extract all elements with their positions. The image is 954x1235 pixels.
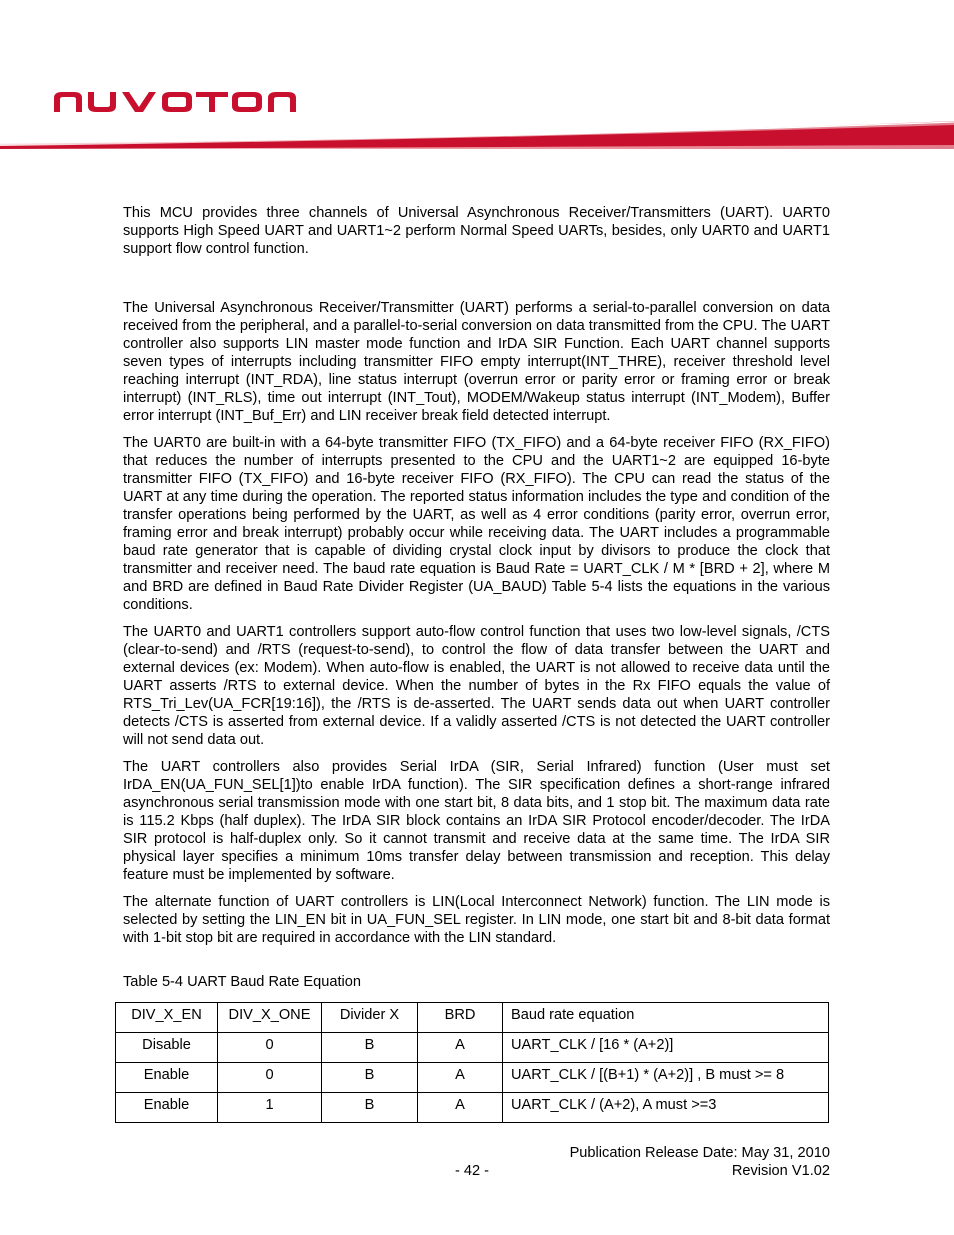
- paragraph-fifo: The UART0 are built-in with a 64-byte transmitter FIFO (TX_FIFO) and a 64-byte receiver FIFO (RX_FIFO) that reduces the number of interrupts presented to the CPU and the UART1~2 are equipped 16-byte transmitter FIFO (TX_FIFO) and 16-byte receiver FIFO (RX_FIFO). The CPU can read the status of the UART at any time during the operation. The reported status information includes the type and condition of the transfer operations being performed by the UART, as well as 4 error conditions (parity error, overrun error, framing error and break interrupt) probably occur while receiving data. The UART includes a programmable baud rate generator that is capable of dividing crystal clock input by divisors to produce the clock that transmitter and receiver need. The baud rate equation is Baud Rate = UART_CLK / M * [BRD + 2], where M and BRD are defined in Baud Rate Divider Register (UA_BAUD) Table 5-4 lists the equations in the various conditions.: [123, 435, 830, 613]
- table-cell: A: [418, 1093, 503, 1123]
- table-cell: A: [418, 1033, 503, 1063]
- intro-section: [123, 204, 830, 267]
- header-cell: Baud rate equation: [503, 1003, 829, 1033]
- page-number: - 42 -: [454, 1163, 490, 1179]
- table-cell: B: [322, 1063, 418, 1093]
- table-row: [116, 1033, 829, 1063]
- release-date: Publication Release Date: May 31, 2010: [569, 1145, 830, 1161]
- table-row: [116, 1093, 829, 1123]
- paragraph-irda: The UART controllers also provides Serial IrDA (SIR, Serial Infrared) function (User must set IrDA_EN(UA_FUN_SEL[1])to enable IrDA function). The SIR specification defines a short-range infrared asynchronous serial transmission mode with one start bit, 8 data bits, and 1 stop bit. The maximum data rate is 115.2 Kbps (half duplex). The IrDA SIR block contains an IrDA SIR Protocol encoder/decoder. The IrDA SIR protocol is half-duplex only. So it cannot transmit and receive data at the same time. The IrDA SIR physical layer specifies a minimum 10ms transfer delay between transmission and reception. This delay feature must be implemented by software.: [123, 759, 830, 883]
- table-row: [116, 1063, 829, 1093]
- table-cell: 0: [218, 1033, 322, 1063]
- revision: Revision V1.02: [731, 1163, 830, 1179]
- table-caption: Table 5-4 UART Baud Rate Equation: [123, 974, 361, 990]
- table-cell: Enable: [116, 1063, 218, 1093]
- header-cell: DIV_X_EN: [116, 1003, 218, 1033]
- table-cell: B: [322, 1093, 418, 1123]
- table-header-row: [116, 1003, 829, 1033]
- table-cell: Enable: [116, 1093, 218, 1123]
- intro-paragraph: This MCU provides three channels of Universal Asynchronous Receiver/Transmitters (UART). UART0 supports High Speed UART and UART1~2 perform Normal Speed UARTs, besides, only UART0 and UART1 support flow control function.: [123, 205, 830, 257]
- header-cell: DIV_X_ONE: [218, 1003, 322, 1033]
- table-cell: 0: [218, 1063, 322, 1093]
- table-cell: Disable: [116, 1033, 218, 1063]
- table-cell: UART_CLK / [(B+1) * (A+2)] , B must >= 8: [503, 1063, 829, 1093]
- paragraph-overview: The Universal Asynchronous Receiver/Transmitter (UART) performs a serial-to-parallel conversion on data received from the peripheral, and a parallel-to-serial conversion on data transmitted from the CPU. The UART controller also supports LIN master mode function and IrDA SIR Function. Each UART channel supports seven types of interrupts including transmitter FIFO empty interrupt(INT_THRE), receiver threshold level reaching interrupt (INT_RDA), line status interrupt (overrun error or parity error or framing error or break interrupt) (INT_RLS), time out interrupt (INT_Tout), MODEM/Wakeup status interrupt (INT_Modem), Buffer error interrupt (INT_Buf_Err) and LIN receiver break field detected interrupt.: [123, 300, 830, 424]
- baud-rate-table: [115, 1002, 829, 1123]
- header-cell: BRD: [418, 1003, 503, 1033]
- table-cell: A: [418, 1063, 503, 1093]
- paragraph-auto-flow: The UART0 and UART1 controllers support auto-flow control function that uses two low-level signals, /CTS (clear-to-send) and /RTS (request-to-send), to control the flow of data transfer between the UART and external devices (ex: Modem). When auto-flow is enabled, the UART is not allowed to receive data until the UART asserts /RTS to external device. When the number of bytes in the Rx FIFO equals the value of RTS_Tri_Lev(UA_FCR[19:16]), the /RTS is de-asserted. The UART sends data out when UART controller detects /CTS is asserted from external device. If a validly asserted /CTS is not detected the UART controller will not send data out.: [123, 624, 830, 748]
- table-cell: UART_CLK / [16 * (A+2)]: [503, 1033, 829, 1063]
- table-cell: 1: [218, 1093, 322, 1123]
- overview-section: [123, 299, 830, 956]
- paragraph-lin: The alternate function of UART controllers is LIN(Local Interconnect Network) function. The LIN mode is selected by setting the LIN_EN bit in UA_FUN_SEL register. In LIN mode, one start bit and 8-bit data format with 1-bit stop bit are required in accordance with the LIN standard.: [123, 894, 830, 946]
- header-cell: Divider X: [322, 1003, 418, 1033]
- table-cell: B: [322, 1033, 418, 1063]
- header-banner: [0, 113, 954, 149]
- table-cell: UART_CLK / (A+2), A must >=3: [503, 1093, 829, 1123]
